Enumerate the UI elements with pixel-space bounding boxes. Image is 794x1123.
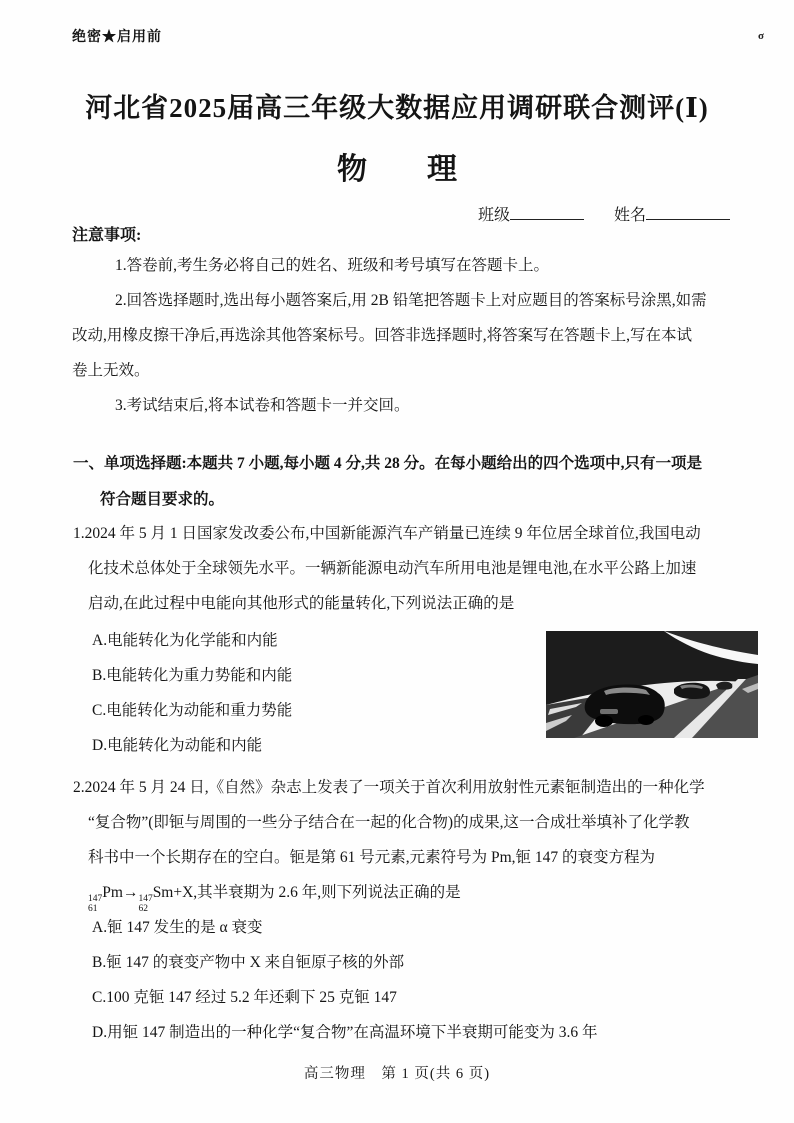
class-blank-line <box>510 205 584 220</box>
secret-label: 绝密★启用前 <box>72 30 162 45</box>
class-name-row <box>478 202 730 225</box>
question-2-line-3: 科书中一个长期存在的空白。钷是第 61 号元素,元素符号为 Pm,钷 147 的衰变方程为 <box>88 849 656 866</box>
notice-item-3: 3.考试结束后,将本试卷和答题卡一并交回。 <box>115 397 410 414</box>
question-2-options <box>92 910 732 1050</box>
notice-item-1: 1.答卷前,考生务必将自己的姓名、班级和考号填写在答题卡上。 <box>115 257 550 274</box>
scan-artifact-mark: σ <box>758 30 764 42</box>
name-blank-line <box>646 205 730 220</box>
notice-item-2-line-2: 改动,用橡皮擦干净后,再选涂其他答案标号。回答非选择题时,将答案写在答题卡上,写在本试 <box>72 327 693 344</box>
question-1-option-c: C.电能转化为动能和重力势能 <box>92 702 293 719</box>
electric-car-photo <box>546 631 758 738</box>
question-1-option-d: D.电能转化为动能和内能 <box>92 737 263 754</box>
question-1-line-2: 化技术总体处于全球领先水平。一辆新能源电动汽车所用电池是锂电池,在水平公路上加速 <box>88 560 697 577</box>
reaction-arrow: → <box>122 884 139 901</box>
element-pm: Pm <box>102 884 123 901</box>
name-label: 姓名 <box>614 207 647 224</box>
question-2-option-c: C.100 克钷 147 经过 5.2 年还剩下 25 克钷 147 <box>92 989 397 1006</box>
question-2-stem <box>73 770 735 915</box>
atomic-number: 61 <box>88 903 98 914</box>
notice-item-2-line-3: 卷上无效。 <box>72 362 150 379</box>
mass-number: 147 <box>138 894 153 904</box>
question-2-option-a: A.钷 147 发生的是 α 衰变 <box>92 919 263 936</box>
question-1-stem <box>73 516 735 621</box>
question-1-line-3: 启动,在此过程中电能向其他形式的能量转化,下列说法正确的是 <box>88 595 515 612</box>
formula-rest-text: Sm+X,其半衰期为 2.6 年,则下列说法正确的是 <box>152 884 461 901</box>
question-1-options <box>92 623 512 763</box>
mass-number: 147 <box>88 894 103 904</box>
notice-item-2-line-1: 2.回答选择题时,选出每小题答案后,用 2B 铅笔把答题卡上对应题目的答案标号涂黑,如需 <box>115 292 707 309</box>
question-1-option-a: A.电能转化为化学能和内能 <box>92 632 278 649</box>
section-heading-line-1: 一、单项选择题:本题共 7 小题,每小题 4 分,共 28 分。在每小题给出的四个选项中,只有一项是 <box>73 455 703 472</box>
question-1-line-1: 1.2024 年 5 月 1 日国家发改委公布,中国新能源汽车产销量已连续 9 年位居全球首位,我国电动 <box>73 525 701 542</box>
atomic-number: 62 <box>138 903 148 914</box>
question-2-option-d: D.用钷 147 制造出的一种化学“复合物”在高温环境下半衰期可能变为 3.6 年 <box>92 1024 598 1041</box>
question-1-option-b: B.电能转化为重力势能和内能 <box>92 667 293 684</box>
section-heading <box>73 446 735 518</box>
section-heading-line-2: 符合题目要求的。 <box>100 491 225 508</box>
question-2-line-1: 2.2024 年 5 月 24 日,《自然》杂志上发表了一项关于首次利用放射性元素钷制造出的一种化学 <box>73 779 705 796</box>
exam-title: 河北省2025届高三年级大数据应用调研联合测评(Ⅰ) <box>85 93 709 123</box>
notice-heading: 注意事项: <box>72 227 142 244</box>
question-2-line-2: “复合物”(即钷与周围的一些分子结合在一起的化合物)的成果,这一合成壮举填补了化学教 <box>88 814 690 831</box>
notice-list <box>72 248 730 423</box>
question-2-decay-formula <box>73 875 735 915</box>
page-footer: 高三物理 第 1 页(共 6 页) <box>303 1066 491 1082</box>
class-label: 班级 <box>478 207 511 224</box>
subject-title: 物 理 <box>337 153 457 186</box>
question-2-option-b: B.钷 147 的衰变产物中 X 来自钷原子核的外部 <box>92 954 405 971</box>
